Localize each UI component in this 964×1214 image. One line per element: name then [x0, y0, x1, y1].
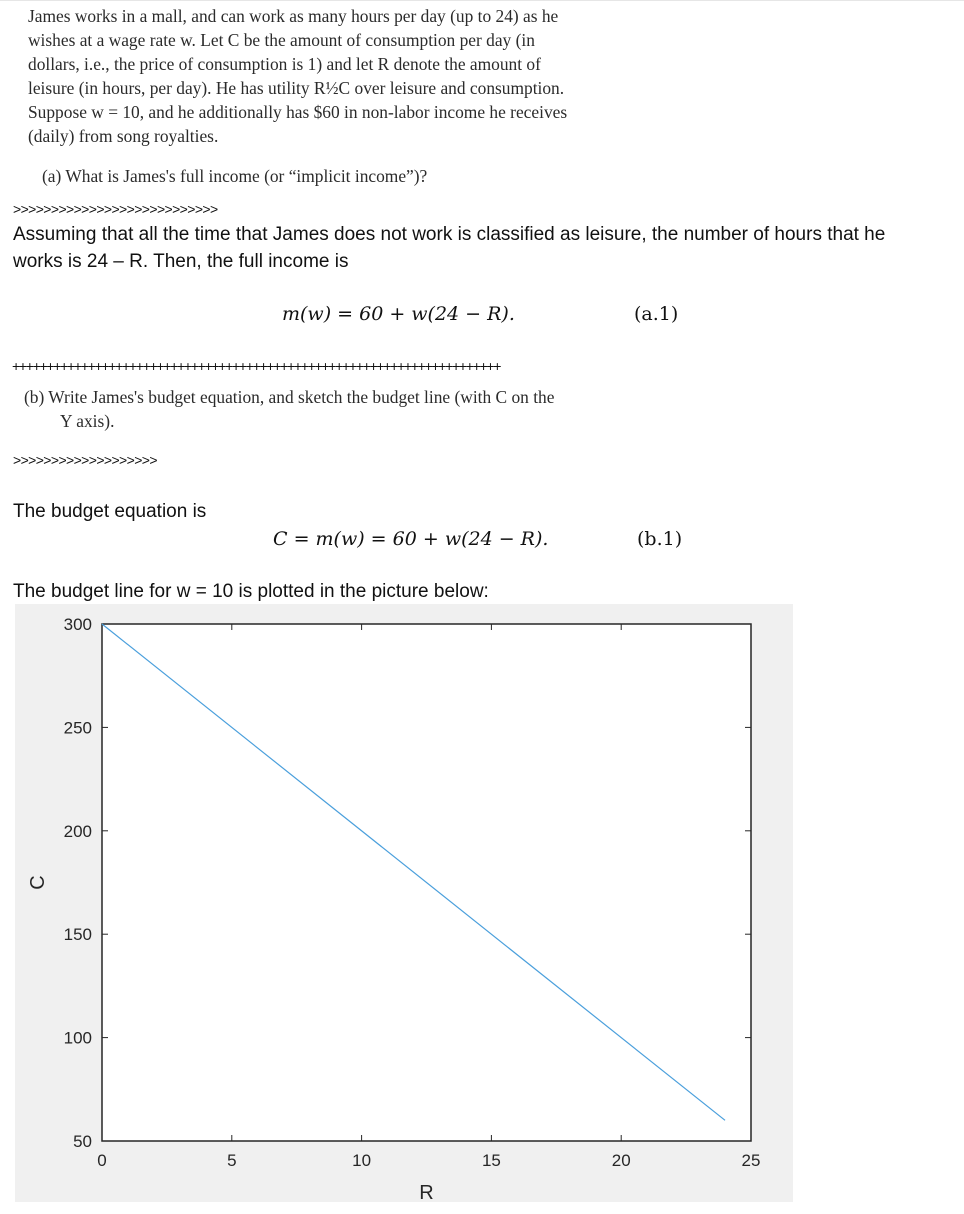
plot-caption: The budget line for w = 10 is plotted in the picture below:	[13, 581, 489, 602]
part-b-question-line1: (b) Write James's budget equation, and sketch the budget line (with C on the	[24, 387, 555, 407]
x-tick-label: 5	[227, 1151, 237, 1170]
problem-line: wishes at a wage rate w. Let C be the amount of consumption per day (in	[28, 30, 535, 50]
part-a-answer-line2: works is 24 – R. Then, the full income is	[13, 251, 349, 272]
x-tick-label: 15	[481, 1151, 501, 1170]
part-b-intro: The budget equation is	[13, 501, 207, 522]
x-tick-label: 0	[97, 1151, 107, 1170]
y-axis-label: C	[27, 875, 49, 890]
separator: +++++++++++++++++++++++++++++++++++++++++++++++++++++++++++++++++++++++	[12, 358, 501, 374]
part-a-question: (a) What is James's full income (or “implicit income”)?	[42, 166, 428, 186]
problem-line: James works in a mall, and can work as many hours per day (up to 24) as he	[28, 6, 559, 26]
problem-line: leisure (in hours, per day). He has utility R½C over leisure and consumption.	[28, 78, 565, 98]
y-tick-label: 150	[63, 925, 92, 945]
problem-line: dollars, i.e., the price of consumption is 1) and let R denote the amount of	[28, 54, 541, 74]
x-axis-label: R	[419, 1182, 434, 1204]
equation-b-label: (b.1)	[637, 528, 683, 550]
equation-a: m(w) = 60 + w(24 − R).	[282, 303, 515, 325]
problem-line: (daily) from song royalties.	[28, 126, 219, 146]
y-tick-label: 250	[63, 718, 92, 738]
problem-line: Suppose w = 10, and he additionally has $60 in non-labor income he receives	[28, 102, 568, 122]
y-tick-label: 300	[63, 615, 92, 634]
part-b-question-line2: Y axis).	[60, 411, 115, 431]
equation-a-label: (a.1)	[634, 303, 679, 325]
y-tick-label: 200	[63, 821, 92, 841]
x-tick-label: 20	[611, 1151, 631, 1170]
part-a-answer-line1: Assuming that all the time that James does not work is classified as leisure, the number of hours that he	[13, 224, 886, 245]
part-a-marker: >>>>>>>>>>>>>>>>>>>>>>>>>>>	[13, 201, 218, 217]
equation-b: C = m(w) = 60 + w(24 − R).	[273, 528, 549, 550]
y-tick-label: 50	[73, 1132, 92, 1151]
y-tick-label: 100	[63, 1028, 92, 1048]
part-b-marker: >>>>>>>>>>>>>>>>>>>	[13, 452, 157, 468]
x-tick-label: 25	[741, 1151, 761, 1170]
x-tick-label: 10	[352, 1151, 372, 1170]
